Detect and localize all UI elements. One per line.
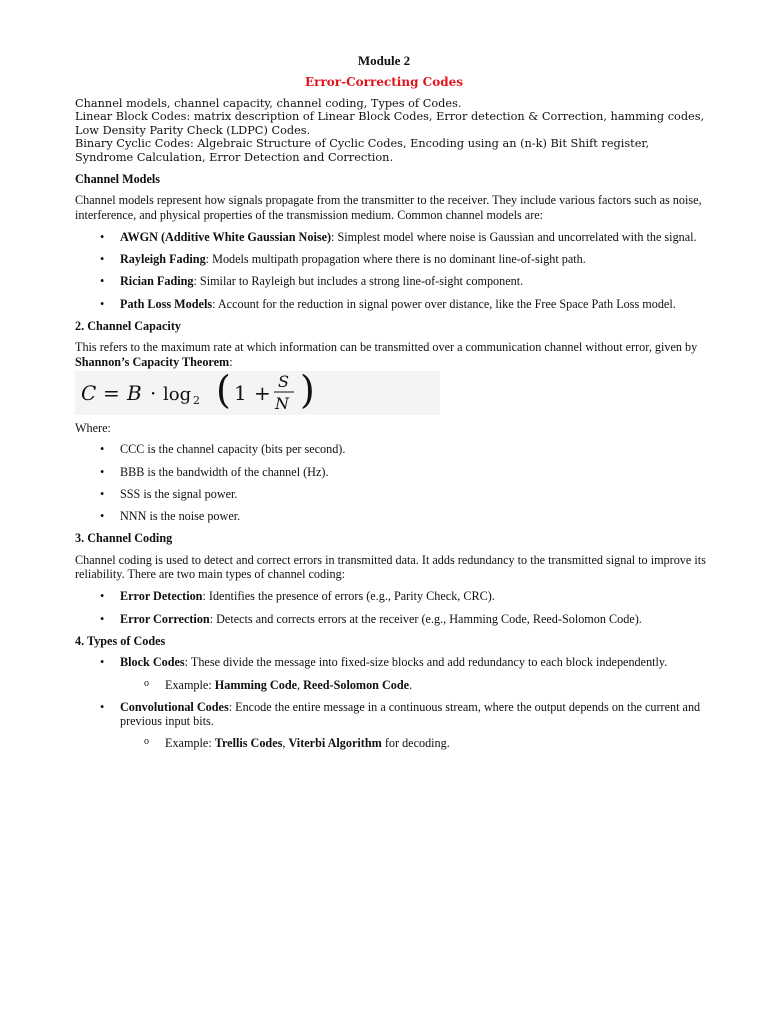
formula-dot: · xyxy=(150,380,157,405)
example-prefix: Example: xyxy=(165,736,215,751)
syllabus-line: Low Density Parity Check (LDPC) Codes. xyxy=(75,123,311,137)
syllabus-line: Linear Block Codes: matrix description of Linear Block Codes, Error detection & Correction, hamming codes, xyxy=(75,110,705,124)
list-item xyxy=(120,252,720,266)
description: : These divide the message into fixed-size blocks and add redundancy to each block independently. xyxy=(184,655,668,670)
term: Rayleigh Fading xyxy=(120,252,206,267)
sub-list-item xyxy=(165,736,720,750)
formula-S: S xyxy=(278,371,289,391)
sub-list xyxy=(120,736,720,750)
example-term: Hamming Code xyxy=(214,677,298,692)
formula-equals: = xyxy=(103,380,120,405)
term: Path Loss Models xyxy=(120,296,213,311)
formula-plus: + xyxy=(254,380,271,405)
types-of-codes-list xyxy=(75,655,720,750)
formula-B: B xyxy=(127,380,142,405)
formula-N: N xyxy=(275,393,289,413)
list-item xyxy=(120,297,720,311)
example-term: Viterbi Algorithm xyxy=(288,736,382,751)
list-item xyxy=(120,612,720,626)
section-heading-types-of-codes: 4. Types of Codes xyxy=(75,633,166,648)
separator: , xyxy=(282,736,289,751)
list-item xyxy=(120,700,720,751)
paragraph: Channel models represent how signals propagate from the transmitter to the receiver. They include various factors such as noise, interference, and physical properties of the transmission medium. Common channel models are: xyxy=(75,193,702,222)
term: Error Correction xyxy=(120,611,210,626)
syllabus-line: Channel models, channel capacity, channel coding, Types of Codes. xyxy=(75,97,462,110)
list-item: • NNN is the noise power. xyxy=(120,509,720,523)
description: : Models multipath propagation where there is no dominant line-of-sight path. xyxy=(205,252,586,267)
description: : Identifies the presence of errors (e.g., Parity Check, CRC). xyxy=(202,589,495,604)
formula-right-paren: ) xyxy=(300,370,315,412)
description: : Account for the reduction in signal power over distance, like the Free Space Path Loss model. xyxy=(212,296,676,311)
module-title: Module 2 xyxy=(357,53,411,68)
formula-log: log xyxy=(163,383,192,405)
channel-coding-list xyxy=(75,589,720,626)
main-content xyxy=(75,172,720,759)
example-term: Reed-Solomon Code xyxy=(303,677,410,692)
term: Block Codes xyxy=(120,655,185,670)
capacity-formula xyxy=(75,371,440,415)
term: Rician Fading xyxy=(120,274,194,289)
channel-models-list xyxy=(75,230,720,311)
example-term: Trellis Codes xyxy=(214,736,283,751)
capacity-variables-list xyxy=(75,442,720,523)
colon: : xyxy=(229,354,233,369)
description: : Similar to Rayleigh but includes a strong line-of-sight component. xyxy=(193,274,524,289)
term: AWGN (Additive White Gaussian Noise) xyxy=(120,229,332,244)
section-heading-channel-capacity: 2. Channel Capacity xyxy=(75,319,181,334)
example-end: . xyxy=(409,677,413,692)
list-item xyxy=(120,655,720,692)
section-heading-channel-models: Channel Models xyxy=(75,172,160,186)
separator: , xyxy=(297,677,304,692)
sub-list xyxy=(120,678,720,692)
formula-left-paren: ( xyxy=(216,370,231,412)
description: : Detects and corrects errors at the receiver (e.g., Hamming Code, Reed-Solomon Code). xyxy=(209,611,642,626)
module-subtitle: Error-Correcting Codes xyxy=(305,75,463,89)
syllabus xyxy=(75,97,725,164)
syllabus-line: Binary Cyclic Codes: Algebraic Structure of Cyclic Codes, Encoding using an (n-k) Bit Shift register, xyxy=(75,137,650,151)
example-end: for decoding. xyxy=(381,736,450,751)
theorem-name: Shannon’s Capacity Theorem xyxy=(75,354,230,369)
where-label: Where: xyxy=(75,420,111,435)
description: : Encode the entire message in a continuous stream, where the output depends on the current and previous input bits. xyxy=(120,699,701,729)
capacity-intro: This refers to the maximum rate at which information can be transmitted over a communication channel without error, given by xyxy=(75,340,698,355)
list-item: • BBB is the bandwidth of the channel (Hz). xyxy=(120,465,720,479)
sub-list-item xyxy=(165,678,720,692)
term: Error Detection xyxy=(120,589,203,604)
paragraph: Channel coding is used to detect and correct errors in transmitted data. It adds redundancy to the transmitted signal to improve its reliability. There are two main types of channel coding: xyxy=(75,552,706,582)
example-prefix: Example: xyxy=(165,677,215,692)
list-item: • SSS is the signal power. xyxy=(120,487,720,501)
formula-C: C xyxy=(81,380,97,405)
term: Convolutional Codes xyxy=(120,699,229,714)
list-item xyxy=(120,274,720,288)
section-heading-channel-coding: 3. Channel Coding xyxy=(75,531,173,546)
formula-svg xyxy=(75,371,440,415)
paragraph xyxy=(75,340,720,369)
list-item xyxy=(120,589,720,603)
list-item xyxy=(120,230,720,244)
list-item: • CCC is the channel capacity (bits per second). xyxy=(120,442,720,456)
description: : Simplest model where noise is Gaussian and uncorrelated with the signal. xyxy=(331,229,697,244)
syllabus-line: Syndrome Calculation, Error Detection and Correction. xyxy=(75,150,394,164)
formula-one: 1 xyxy=(234,380,247,405)
formula-log-base: 2 xyxy=(193,393,200,407)
